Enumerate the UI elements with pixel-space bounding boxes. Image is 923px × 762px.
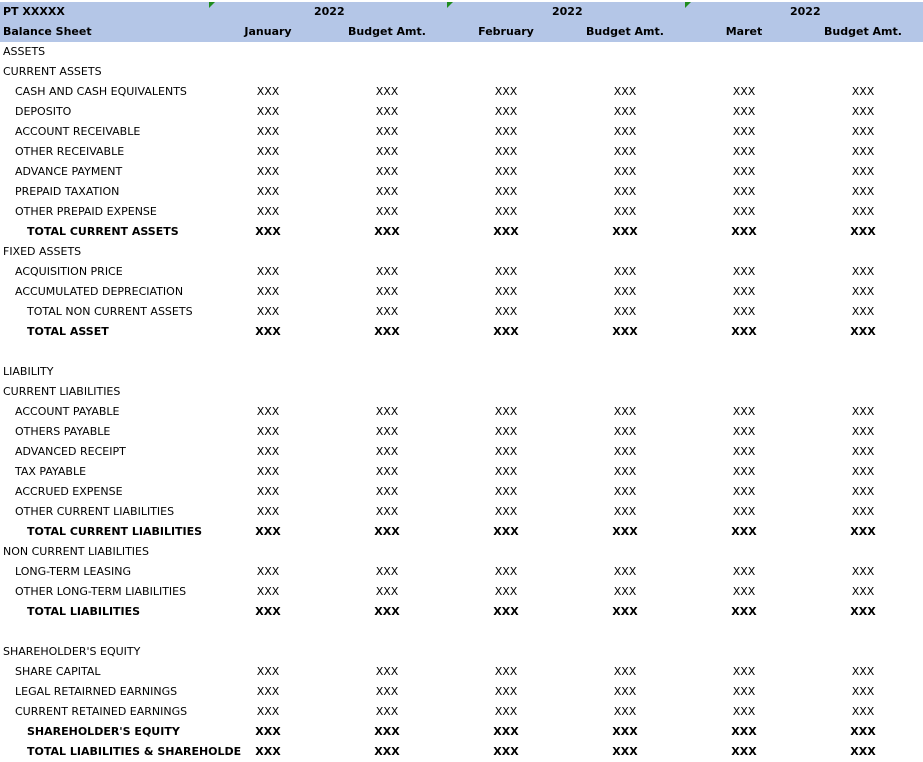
value-cell[interactable]: XXX [613,565,637,578]
row-label[interactable]: TOTAL NON CURRENT ASSETS [27,305,193,318]
value-cell[interactable]: XXX [494,485,518,498]
value-cell[interactable]: XXX [494,305,518,318]
table-row [0,222,923,242]
value-cell[interactable]: XXX [375,125,399,138]
value-cell[interactable]: XXX [494,185,518,198]
value-cell[interactable]: XXX [255,605,281,618]
value-cell[interactable]: XXX [256,405,280,418]
row-label[interactable]: ACCOUNT RECEIVABLE [15,125,141,138]
value-cell[interactable]: XXX [732,465,756,478]
value-cell[interactable]: XXX [851,685,875,698]
value-cell[interactable]: XXX [256,125,280,138]
value-cell[interactable]: XXX [732,425,756,438]
value-cell[interactable]: XXX [256,105,280,118]
value-cell[interactable]: XXX [613,145,637,158]
table-row [0,322,923,342]
table-row [0,362,923,382]
value-cell[interactable]: XXX [612,525,638,538]
value-cell[interactable]: XXX [494,565,518,578]
value-cell[interactable]: XXX [851,445,875,458]
row-label[interactable]: CURRENT RETAINED EARNINGS [15,705,188,718]
value-cell[interactable]: XXX [851,105,875,118]
value-cell[interactable]: XXX [613,685,637,698]
value-cell[interactable]: XXX [374,325,400,338]
value-cell[interactable]: XXX [732,565,756,578]
table-row [0,262,923,282]
value-cell[interactable]: XXX [375,185,399,198]
value-cell[interactable]: XXX [375,465,399,478]
row-label[interactable]: SHAREHOLDER'S EQUITY [27,725,180,738]
row-label[interactable]: LONG-TERM LEASING [15,565,131,578]
value-cell[interactable]: XXX [375,205,399,218]
value-cell[interactable]: XXX [494,585,518,598]
value-cell[interactable]: XXX [255,745,281,758]
value-cell[interactable]: XXX [850,605,876,618]
table-row [0,622,923,642]
value-cell[interactable]: XXX [255,225,281,238]
value-cell[interactable]: XXX [850,325,876,338]
value-cell[interactable]: XXX [494,125,518,138]
table-row [0,522,923,542]
value-cell[interactable]: XXX [493,325,519,338]
value-cell[interactable]: XXX [850,525,876,538]
table-row [0,202,923,222]
table-row [0,582,923,602]
value-cell[interactable]: XXX [851,425,875,438]
value-cell[interactable]: XXX [613,485,637,498]
report-title[interactable]: Balance Sheet [3,25,92,38]
row-label[interactable]: OTHER PREPAID EXPENSE [15,205,157,218]
value-cell[interactable]: XXX [375,445,399,458]
value-cell[interactable]: XXX [256,705,280,718]
value-cell[interactable]: XXX [613,465,637,478]
table-row [0,562,923,582]
value-cell[interactable]: XXX [612,725,638,738]
table-row [0,382,923,402]
row-label[interactable]: ASSETS [3,45,46,58]
row-label[interactable]: CURRENT ASSETS [3,65,102,78]
value-cell[interactable]: XXX [375,505,399,518]
value-cell[interactable]: XXX [731,605,757,618]
row-label[interactable]: TAX PAYABLE [15,465,87,478]
value-cell[interactable]: XXX [850,745,876,758]
value-cell[interactable]: XXX [494,705,518,718]
table-row [0,702,923,722]
value-cell[interactable]: XXX [613,665,637,678]
year-group-1[interactable]: 2022 [314,5,345,18]
value-cell[interactable]: XXX [732,165,756,178]
value-cell[interactable]: XXX [256,165,280,178]
value-cell[interactable]: XXX [375,85,399,98]
table-row [0,722,923,742]
value-cell[interactable]: XXX [731,745,757,758]
row-label[interactable]: SHARE CAPITAL [15,665,101,678]
row-label[interactable]: ADVANCED RECEIPT [15,445,126,458]
value-cell[interactable]: XXX [613,85,637,98]
value-cell[interactable]: XXX [851,165,875,178]
row-label[interactable]: ACCOUNT PAYABLE [15,405,120,418]
row-label[interactable]: TOTAL LIABILITIES [27,605,141,618]
row-label[interactable]: TOTAL ASSET [27,325,109,338]
row-label[interactable]: TOTAL CURRENT ASSETS [27,225,179,238]
value-cell[interactable]: XXX [494,105,518,118]
value-cell[interactable]: XXX [613,265,637,278]
column-header-budget[interactable]: Budget Amt. [824,25,902,38]
value-cell[interactable]: XXX [851,565,875,578]
table-row [0,482,923,502]
value-cell[interactable]: XXX [493,225,519,238]
value-cell[interactable]: XXX [494,165,518,178]
row-label[interactable]: LEGAL RETAIRNED EARNINGS [15,685,178,698]
value-cell[interactable]: XXX [494,505,518,518]
value-cell[interactable]: XXX [256,85,280,98]
value-cell[interactable]: XXX [375,305,399,318]
value-cell[interactable]: XXX [851,205,875,218]
value-cell[interactable]: XXX [374,605,400,618]
value-cell[interactable]: XXX [494,445,518,458]
value-cell[interactable]: XXX [731,325,757,338]
value-cell[interactable]: XXX [732,585,756,598]
value-cell[interactable]: XXX [256,565,280,578]
year-group-2[interactable]: 2022 [552,5,583,18]
row-label[interactable]: OTHER CURRENT LIABILITIES [15,505,175,518]
value-cell[interactable]: XXX [374,745,400,758]
value-cell[interactable]: XXX [613,285,637,298]
value-cell[interactable]: XXX [256,285,280,298]
value-cell[interactable]: XXX [494,465,518,478]
value-cell[interactable]: XXX [256,445,280,458]
table-row [0,102,923,122]
column-header-budget[interactable]: Budget Amt. [348,25,426,38]
value-cell[interactable]: XXX [255,725,281,738]
row-label[interactable]: ACQUISITION PRICE [15,265,123,278]
value-cell[interactable]: XXX [256,685,280,698]
value-cell[interactable]: XXX [851,305,875,318]
value-cell[interactable]: XXX [613,165,637,178]
table-row [0,682,923,702]
value-cell[interactable]: XXX [374,725,400,738]
value-cell[interactable]: XXX [732,145,756,158]
value-cell[interactable]: XXX [494,145,518,158]
value-cell[interactable]: XXX [375,485,399,498]
value-cell[interactable]: XXX [851,585,875,598]
value-cell[interactable]: XXX [612,225,638,238]
value-cell[interactable]: XXX [375,105,399,118]
table-row [0,162,923,182]
value-cell[interactable]: XXX [613,405,637,418]
value-cell[interactable]: XXX [613,105,637,118]
row-label[interactable]: SHAREHOLDER'S EQUITY [3,645,141,658]
value-cell[interactable]: XXX [375,165,399,178]
value-cell[interactable]: XXX [732,85,756,98]
row-label[interactable]: OTHER LONG-TERM LIABILITIES [15,585,187,598]
value-cell[interactable]: XXX [732,665,756,678]
value-cell[interactable]: XXX [494,265,518,278]
value-cell[interactable]: XXX [731,225,757,238]
value-cell[interactable]: XXX [732,265,756,278]
value-cell[interactable]: XXX [732,705,756,718]
column-header-february[interactable]: February [478,25,534,38]
value-cell[interactable]: XXX [612,605,638,618]
table-row [0,542,923,562]
row-label[interactable]: CURRENT LIABILITIES [3,385,121,398]
column-header-january[interactable]: January [244,25,292,38]
year-group-3[interactable]: 2022 [790,5,821,18]
row-label[interactable]: OTHERS PAYABLE [15,425,111,438]
value-cell[interactable]: XXX [851,85,875,98]
value-cell[interactable]: XXX [494,425,518,438]
value-cell[interactable]: XXX [612,745,638,758]
value-cell[interactable]: XXX [613,585,637,598]
row-label[interactable]: NON CURRENT LIABILITIES [3,545,149,558]
value-cell[interactable]: XXX [493,725,519,738]
value-cell[interactable]: XXX [255,325,281,338]
value-cell[interactable]: XXX [732,405,756,418]
table-row [0,642,923,662]
table-row [0,42,923,62]
value-cell[interactable]: XXX [255,525,281,538]
value-cell[interactable]: XXX [256,145,280,158]
value-cell[interactable]: XXX [256,465,280,478]
value-cell[interactable]: XXX [375,425,399,438]
table-row [0,242,923,262]
value-cell[interactable]: XXX [256,305,280,318]
value-cell[interactable]: XXX [494,205,518,218]
value-cell[interactable]: XXX [256,665,280,678]
value-cell[interactable]: XXX [612,325,638,338]
value-cell[interactable]: XXX [731,725,757,738]
table-row [0,182,923,202]
table-row [0,402,923,422]
value-cell[interactable]: XXX [256,585,280,598]
value-cell[interactable]: XXX [851,505,875,518]
value-cell[interactable]: XXX [850,725,876,738]
table-row [0,502,923,522]
value-cell[interactable]: XXX [256,505,280,518]
value-cell[interactable]: XXX [494,285,518,298]
table-row [0,142,923,162]
row-label[interactable]: ACCUMULATED DEPRECIATION [15,285,184,298]
header-row-1 [0,2,923,22]
row-label[interactable]: ADVANCE PAYMENT [15,165,123,178]
table-row [0,602,923,622]
value-cell[interactable]: XXX [494,685,518,698]
comment-marker-icon [447,2,453,8]
value-cell[interactable]: XXX [613,445,637,458]
value-cell[interactable]: XXX [375,665,399,678]
value-cell[interactable]: XXX [494,665,518,678]
header-row-2 [0,22,923,42]
value-cell[interactable]: XXX [493,525,519,538]
comment-marker-icon [209,2,215,8]
value-cell[interactable]: XXX [375,705,399,718]
row-label[interactable]: LIABILITY [3,365,54,378]
value-cell[interactable]: XXX [732,125,756,138]
value-cell[interactable]: XXX [613,705,637,718]
value-cell[interactable]: XXX [851,485,875,498]
comment-marker-icon [685,2,691,8]
table-row [0,462,923,482]
row-label[interactable]: OTHER RECEIVABLE [15,145,125,158]
value-cell[interactable]: XXX [494,405,518,418]
value-cell[interactable]: XXX [732,285,756,298]
table-row [0,662,923,682]
value-cell[interactable]: XXX [613,305,637,318]
value-cell[interactable]: XXX [613,425,637,438]
table-row [0,742,923,762]
value-cell[interactable]: XXX [374,525,400,538]
row-label[interactable]: ACCRUED EXPENSE [15,485,123,498]
value-cell[interactable]: XXX [375,565,399,578]
value-cell[interactable]: XXX [731,525,757,538]
value-cell[interactable]: XXX [613,205,637,218]
row-label[interactable]: PREPAID TAXATION [15,185,120,198]
value-cell[interactable]: XXX [851,405,875,418]
value-cell[interactable]: XXX [851,665,875,678]
value-cell[interactable]: XXX [613,185,637,198]
value-cell[interactable]: XXX [732,185,756,198]
row-label[interactable]: TOTAL LIABILITIES & SHAREHOLDE [27,745,242,758]
table-row [0,282,923,302]
value-cell[interactable]: XXX [256,485,280,498]
value-cell[interactable]: XXX [850,225,876,238]
table-row [0,342,923,362]
value-cell[interactable]: XXX [732,205,756,218]
value-cell[interactable]: XXX [851,185,875,198]
value-cell[interactable]: XXX [375,145,399,158]
value-cell[interactable]: XXX [851,465,875,478]
value-cell[interactable]: XXX [375,585,399,598]
value-cell[interactable]: XXX [732,485,756,498]
value-cell[interactable]: XXX [375,685,399,698]
value-cell[interactable]: XXX [493,605,519,618]
table-row [0,422,923,442]
value-cell[interactable]: XXX [256,205,280,218]
value-cell[interactable]: XXX [375,285,399,298]
column-header-maret[interactable]: Maret [725,25,763,38]
value-cell[interactable]: XXX [256,425,280,438]
value-cell[interactable]: XXX [494,85,518,98]
value-cell[interactable]: XXX [732,685,756,698]
value-cell[interactable]: XXX [732,445,756,458]
table-row [0,82,923,102]
company-name[interactable]: PT XXXXX [3,5,65,18]
value-cell[interactable]: XXX [375,405,399,418]
value-cell[interactable]: XXX [732,305,756,318]
table-row [0,122,923,142]
value-cell[interactable]: XXX [851,285,875,298]
table-row [0,62,923,82]
value-cell[interactable]: XXX [851,705,875,718]
value-cell[interactable]: XXX [851,265,875,278]
value-cell[interactable]: XXX [256,185,280,198]
value-cell[interactable]: XXX [613,125,637,138]
value-cell[interactable]: XXX [256,265,280,278]
value-cell[interactable]: XXX [851,125,875,138]
table-row [0,442,923,462]
value-cell[interactable]: XXX [851,145,875,158]
row-label[interactable]: TOTAL CURRENT LIABILITIES [27,525,203,538]
value-cell[interactable]: XXX [493,745,519,758]
value-cell[interactable]: XXX [732,105,756,118]
row-label[interactable]: CASH AND CASH EQUIVALENTS [15,85,187,98]
column-header-budget[interactable]: Budget Amt. [586,25,664,38]
value-cell[interactable]: XXX [374,225,400,238]
value-cell[interactable]: XXX [375,265,399,278]
value-cell[interactable]: XXX [613,505,637,518]
row-label[interactable]: FIXED ASSETS [3,245,82,258]
row-label[interactable]: DEPOSITO [15,105,72,118]
value-cell[interactable]: XXX [732,505,756,518]
table-row [0,302,923,322]
